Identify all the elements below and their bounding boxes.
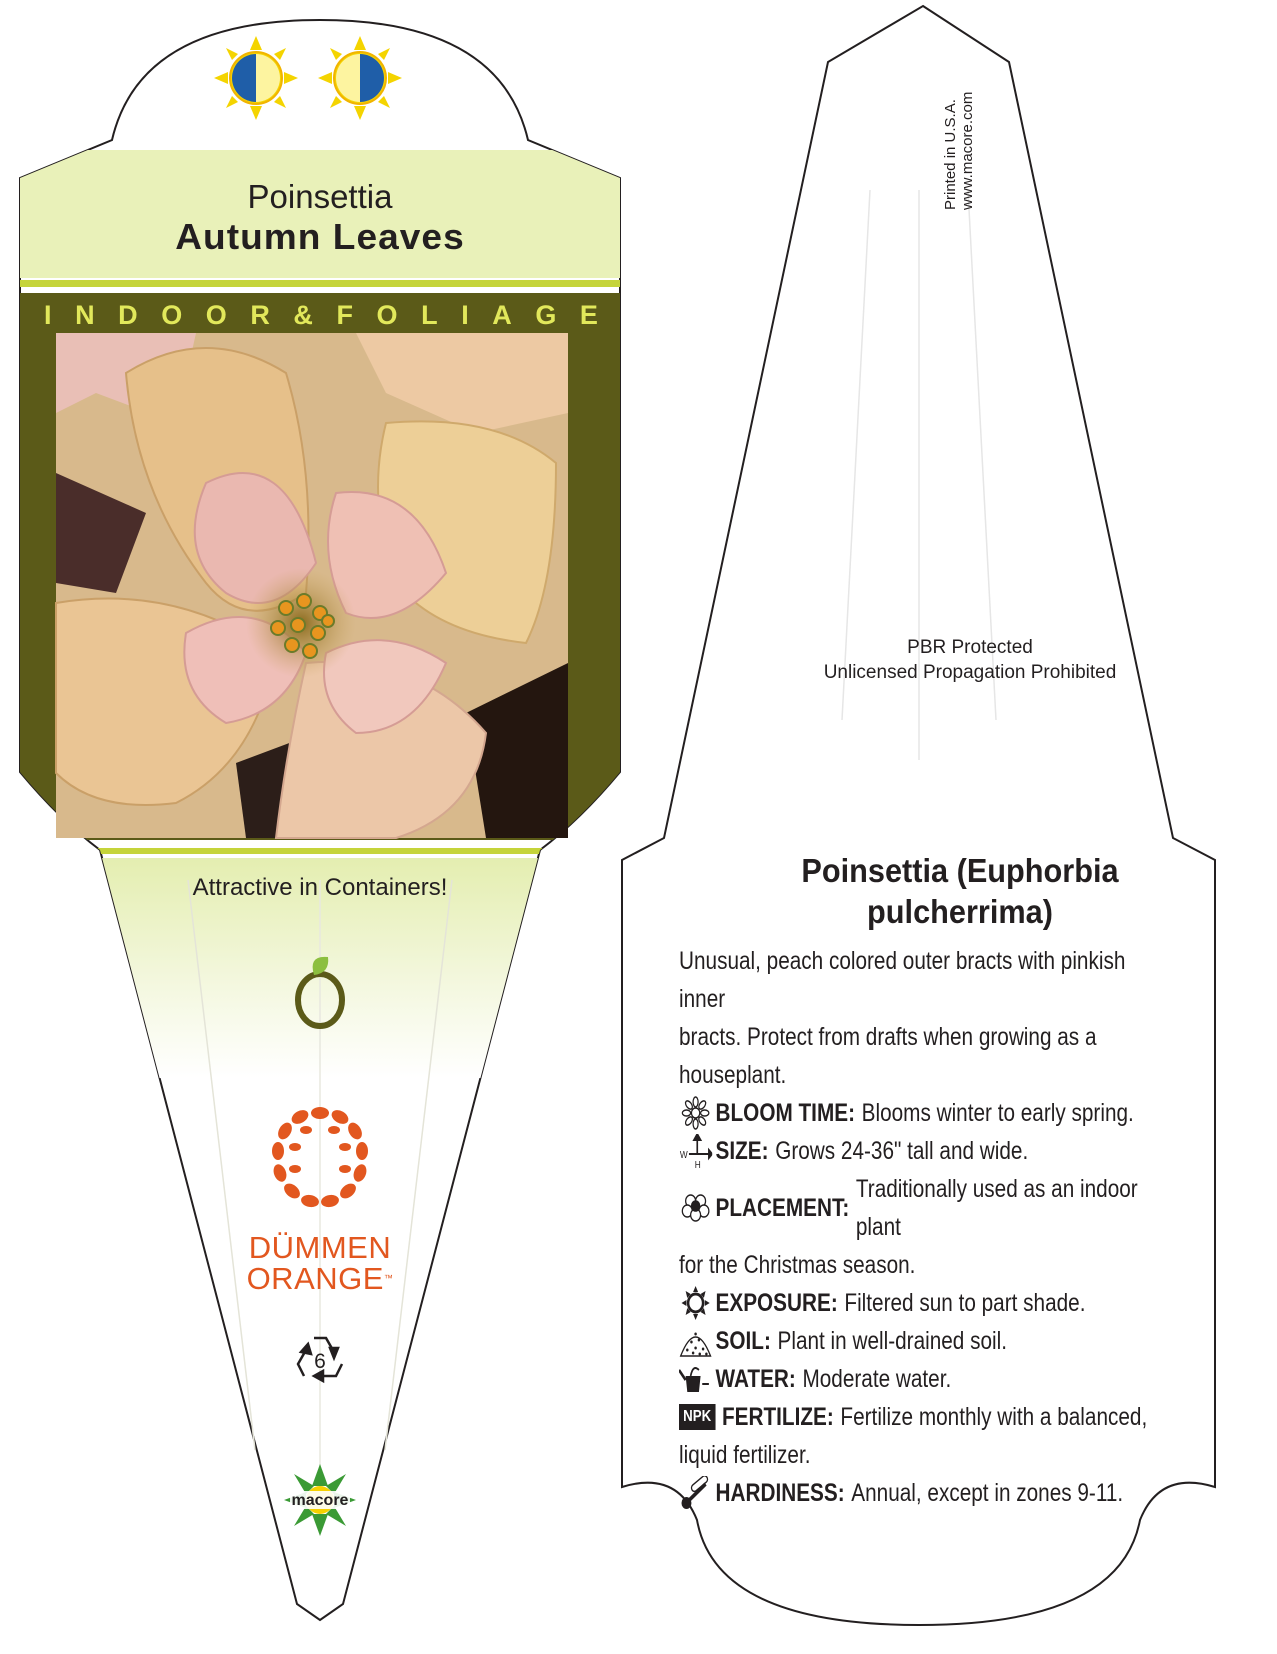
care-size: W H SIZE: Grows 24-36" tall and wide. (679, 1132, 1152, 1170)
fertilize-continued: liquid fertilizer. (679, 1441, 811, 1469)
sun-partial-icon (318, 36, 402, 120)
variety-name: Autumn Leaves (175, 216, 465, 257)
sun-icon (679, 1286, 712, 1320)
svg-text:H: H (694, 1159, 701, 1168)
category-letter: N (75, 299, 95, 330)
recycle-number: 6 (314, 1350, 326, 1373)
common-name: Poinsettia (247, 178, 393, 215)
accent-line-top (20, 280, 620, 287)
care-exposure: EXPOSURE: Filtered sun to part shade. (679, 1284, 1152, 1322)
watering-can-icon (679, 1362, 712, 1396)
category-label (22, 298, 620, 332)
tagline: Attractive in Containers! (192, 874, 448, 901)
dummen-orange-wordmark: DÜMMEN ORANGE™ (246, 1230, 394, 1296)
pbr-notice: PBR Protected Unlicensed Propagation Prohibited (823, 637, 1117, 683)
category-letter: O (205, 299, 227, 330)
description-line: Unusual, peach colored outer bracts with pinkish inner (679, 947, 1126, 1013)
placement-continued: for the Christmas season. (679, 1251, 916, 1279)
category-letter: O (376, 299, 398, 330)
soil-icon (679, 1324, 712, 1358)
description-line: bracts. Protect from drafts when growing as a (679, 1023, 1097, 1051)
sun-partial-icon (214, 36, 298, 120)
care-hardiness: HARDINESS: Annual, except in zones 9-11. (679, 1474, 1152, 1512)
category-letter: & (293, 299, 313, 330)
category-letter: F (336, 299, 353, 330)
category-letter: I (461, 299, 469, 330)
category-letter: A (492, 299, 512, 330)
svg-text:W: W (679, 1149, 688, 1161)
category-letter: D (118, 299, 138, 330)
printed-info: Printed in U.S.A. www.macore.com (942, 91, 976, 210)
thermometer-icon (679, 1476, 712, 1510)
category-letter: R (250, 299, 270, 330)
flower-icon (679, 1096, 712, 1130)
botanical-title: Poinsettia (Euphorbia pulcherrima) (801, 852, 1119, 930)
care-bloom-time: BLOOM TIME: Blooms winter to early spring. (679, 1094, 1152, 1132)
accent-line-bottom (20, 848, 620, 854)
size-arrows-icon (679, 1134, 712, 1168)
plant-photo (56, 333, 568, 838)
placement-flower-icon (679, 1191, 712, 1225)
care-water: WATER: Moderate water. (679, 1360, 1152, 1398)
macore-logo-text: macore (291, 1492, 349, 1509)
care-fertilize: NPK FERTILIZE: Fertilize monthly with a balanced, (679, 1398, 1152, 1436)
care-placement: PLACEMENT: Traditionally used as an indoor plant (679, 1170, 1152, 1246)
category-letter: L (421, 299, 438, 330)
category-letter: I (44, 299, 52, 330)
description-line: houseplant. (679, 1061, 787, 1089)
category-letter: G (535, 299, 557, 330)
care-description (679, 942, 1152, 1512)
category-letter: O (161, 299, 183, 330)
care-soil: SOIL: Plant in well-drained soil. (679, 1322, 1152, 1360)
npk-icon: NPK (679, 1404, 715, 1430)
category-letter: E (579, 299, 598, 330)
